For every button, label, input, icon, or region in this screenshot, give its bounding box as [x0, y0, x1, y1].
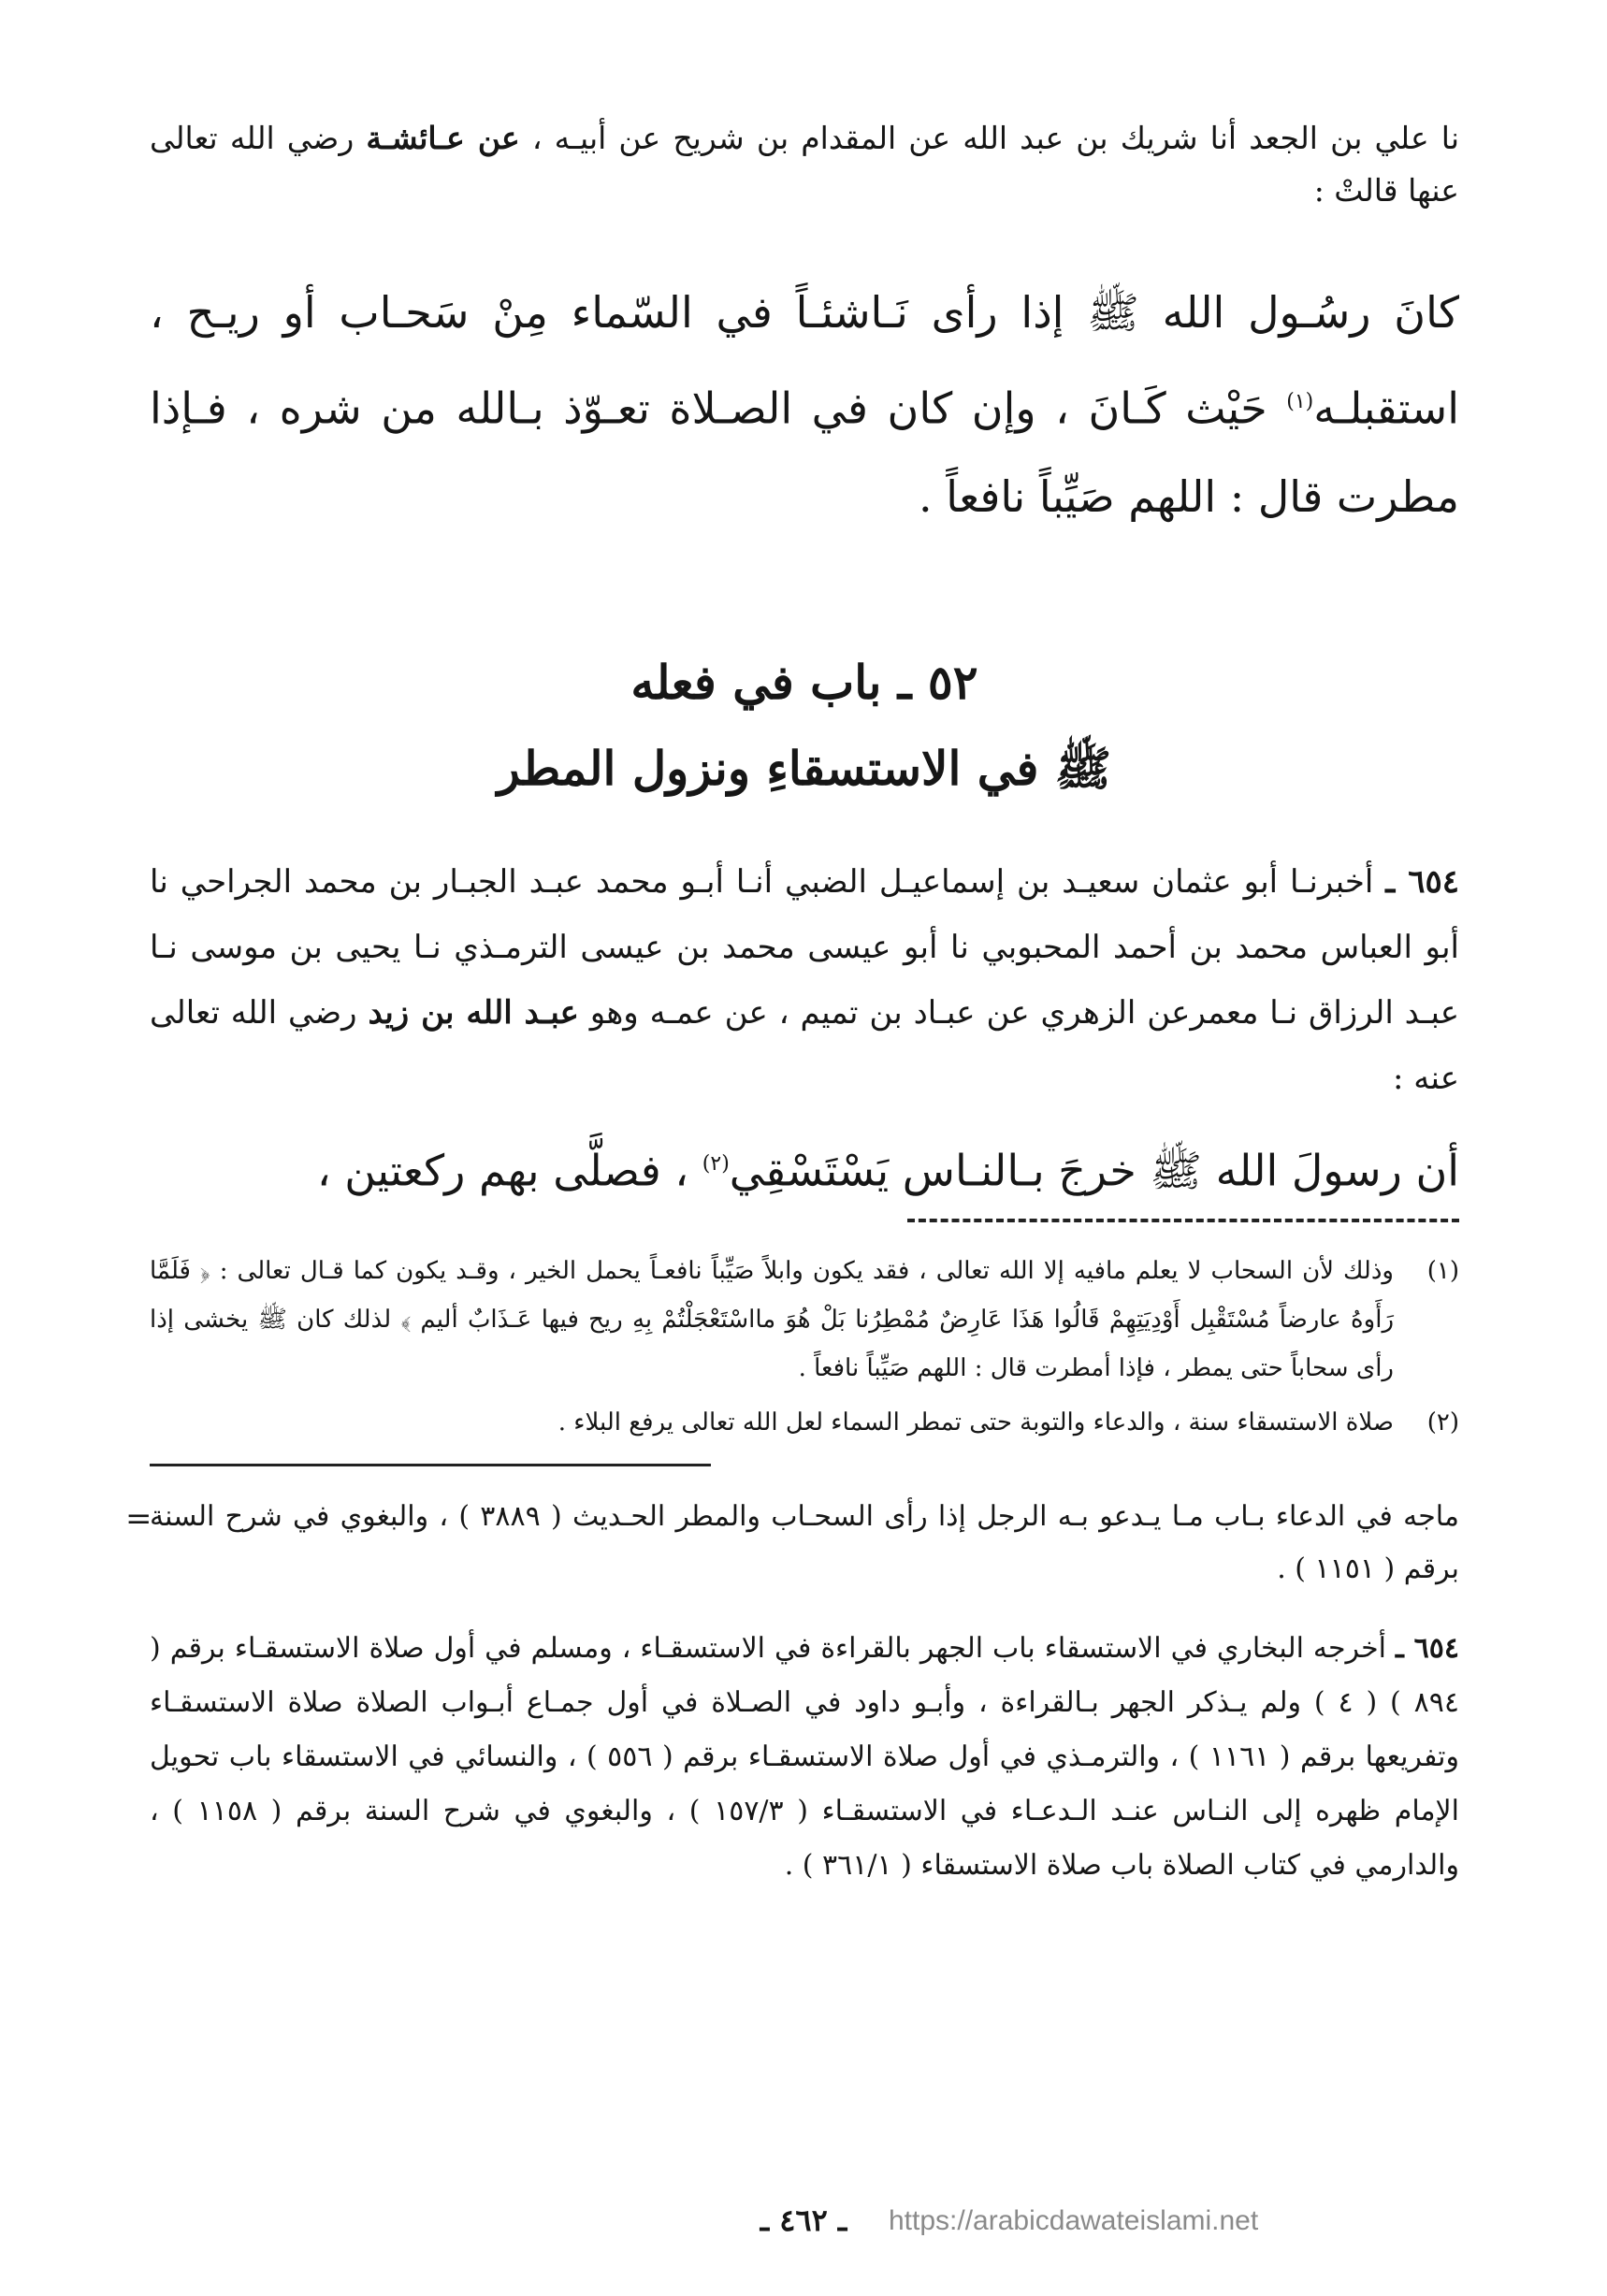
- takhrij-paragraph: [150, 1622, 1459, 1893]
- takhrij-continuation: [125, 1491, 1459, 1596]
- intro-text-after: رضي الله تعالى عنها قالتْ :: [150, 120, 1459, 209]
- hadith-number: ٦٥٤ ـ: [1385, 863, 1459, 902]
- footnote-item: [150, 1398, 1459, 1447]
- footnote-item: [150, 1247, 1459, 1393]
- hadith-text-1: [150, 268, 1459, 542]
- footnote-marker-1: (١): [1286, 390, 1314, 413]
- footnote-number: (١): [1426, 1256, 1459, 1285]
- hadith-2-part-2: ، فصلَّى بهم ركعتين ،: [316, 1145, 702, 1196]
- footnote-text: صلاة الاستسقاء سنة ، والدعاء والتوبة حتى تمطر السماء لعل الله تعالى يرفع البلاء .: [557, 1408, 1394, 1437]
- continuation-mark: =: [125, 1499, 152, 1538]
- takhrij-divider: [150, 1464, 711, 1466]
- takhrij-continuation-text: ماجه في الدعاء بـاب مـا يـدعو بـه الرجل إذا رأى السحـاب والمطر الحـديث ( ٣٨٨٩ ) ، والبغوي في شرح السنة برقم ( ١١٥١ ) .: [150, 1499, 1459, 1585]
- watermark-url: https://arabicdawateislami.net: [889, 2205, 1259, 2236]
- chapter-heading: [150, 640, 1459, 812]
- footnote-text: وذلك لأن السحاب لا يعلم مافيه إلا الله تعالى ، فقد يكون وابلاً صَيِّباً نافعـاً يحمل الخير ، وقـد يكون كما قـال تعالى : ﴿ فَلَمَّا رَأَوهُ عارضاً مُسْتَقْبِل أَوْدِيَتِهِمْ قَالُوا هَذَا عَارِضٌ مُمْطِرُنا بَلْ هُوَ مااسْتَعْجَلْتُمْ بِهِ ريح فيها عَـذَابٌ أليم ﴾ لذلك كان ﷺ يخشى إذا رأى سحاباً حتى يمطر ، فإذا أمطرت قال : اللهم صَيِّباً نافعاً .: [150, 1256, 1394, 1382]
- footnotes: [150, 1247, 1459, 1447]
- hadith-1-part-1: كانَ رسُـول الله ﷺ إذا رأى نَـاشئـاً في السّماء مِنْ سَحـاب أو ريـح ، استقبلـه: [150, 287, 1459, 434]
- isnad-paragraph: [150, 849, 1459, 1111]
- intro-paragraph: [150, 112, 1459, 217]
- page-body: [125, 112, 1460, 1921]
- footnote-divider: [907, 1219, 1459, 1222]
- footnote-marker-2: (٢): [702, 1152, 730, 1177]
- chapter-title-line-2: ﷺ في الاستسقاءِ ونزول المطر: [497, 741, 1112, 797]
- page-number: ـ ٤٦٢ ـ: [760, 2202, 847, 2238]
- hadith-text-2: [150, 1122, 1459, 1212]
- isnad-text-after: رضي الله تعالى عنه :: [150, 994, 1459, 1098]
- takhrij-text: أخرجه البخاري في الاستسقاء باب الجهر بالقراءة في الاستسقـاء ، ومسلم في أول صلاة الاستسقـاء برقم ( ٨٩٤ ) ( ٤ ) ولم يـذكر الجهر بـالقراءة ، وأبـو داود في الصـلاة في أول جمـاع أبـواب الصلاة صلاة الاستسقـاء وتفريعها برقم ( ١١٦١ ) ، والترمـذي في أول صلاة الاستسقـاء برقم ( ٥٥٦ ) ، والنسائي في الاستسقاء باب تحويل الإمام ظهره إلى النـاس عنـد الـدعـاء في الاستسقـاء ( ١٥٧/٣ ) ، والبغوي في شرح السنة برقم ( ١١٥٨ ) ، والدارمي في كتاب الصلاة باب صلاة الاستسقاء ( ٣٦١/١ ) .: [150, 1631, 1460, 1882]
- takhrij-number: ٦٥٤ ـ: [1395, 1631, 1459, 1665]
- intro-text-before: نا علي بن الجعد أنا شريك بن عبد الله عن المقدام بن شريح عن أبيـه ،: [519, 120, 1460, 156]
- footnote-number: (٢): [1426, 1408, 1459, 1437]
- isnad-narrator: عبـد الله بن زيد: [368, 994, 579, 1032]
- hadith-1-part-2: حَيْث كَـانَ ، وإن كان في الصـلاة تعـوّذ بـالله من شره ، فـإذا مطرت قال : اللهم صَيِّباً نافعاً .: [150, 383, 1459, 523]
- intro-narrator: عن عـائشـة: [366, 120, 520, 156]
- hadith-2-part-1: أن رسولَ الله ﷺ خرجَ بـالنـاس يَسْتَسْقِي: [729, 1145, 1459, 1196]
- chapter-title-line-1: ٥٢ ـ باب في فعله: [630, 655, 978, 711]
- isnad-text-before: أخبرنـا أبو عثمان سعيـد بن إسماعيـل الضبي أنـا أبـو محمد عبـد الجبـار بن محمد الجراحي نا أبو العباس محمد بن أحمد المحبوبي نا أبو عيسى محمد بن عيسى الترمـذي نـا يحيى بن موسى نـا عبـد الرزاق نـا معمرعن الزهري عن عبـاد بن تميم ، عن عمـه وهو: [150, 863, 1460, 1032]
